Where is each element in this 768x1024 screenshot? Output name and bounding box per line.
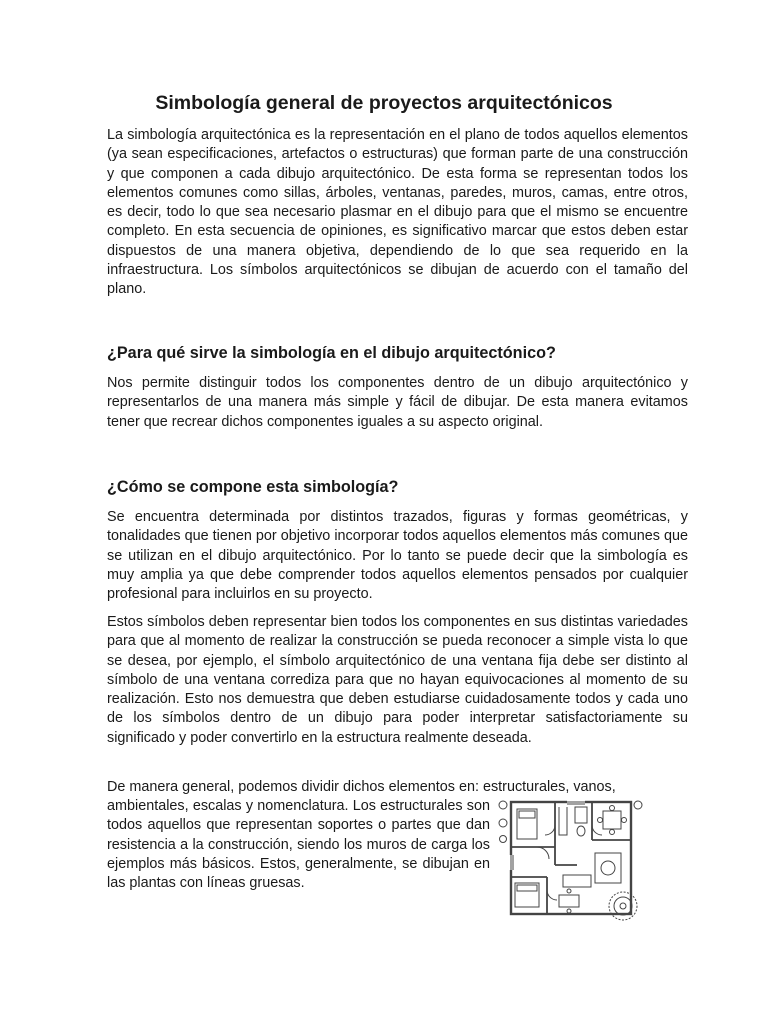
section-purpose-paragraph: Nos permite distinguir todos los componentes dentro de un dibujo arquitectónico y representarlos de una manera más simple y fácil de dibujar. De esta manera evitamos tener que recrear dichos componentes iguales a su aspecto original. [107, 375, 688, 430]
composition-paragraph-3-lead: De manera general, podemos dividir dichos elementos en: estructurales, vanos, [107, 779, 616, 795]
composition-paragraph-1: Se encuentra determinada por distintos trazados, figuras y formas geométricas, y tonalidades que tienen por objetivo incorporar todos aquellos elementos más comunes que se utilizan en el dibujo arquitectónico. Por lo tanto se puede decir que la simbología es muy amplia ya que debe comprender todos aquellos elementos pensados por cualquier profesional para incluirlos en su proyecto. [107, 509, 688, 603]
floor-plan-illustration [497, 795, 647, 935]
section-heading-composition: ¿Cómo se compone esta simbología? [107, 478, 399, 496]
composition-paragraph-2: Estos símbolos deben representar bien todos los componentes en sus distintas variedades para que al momento de realizar la construcción se pueda reconocer a simple vista lo que se desea, por ejemplo, el símbolo arquitectónico de una ventana fija debe ser distinto al símbolo de una ventana corrediza para que no hayan equivocaciones al momento de su realización. Esto nos demuestra que deben estudiarse cuidadosamente todos y cada uno de los símbolos dentro de un dibujo para poder interpretar satisfactoriamente su significado y poder convertirlo en la estructura realmente deseada. [107, 614, 688, 746]
section-heading-purpose: ¿Para qué sirve la simbología en el dibujo arquitectónico? [107, 344, 556, 362]
composition-paragraph-3-rest: ambientales, escalas y nomenclatura. Los estructurales son todos aquellos que representan soportes o partes que dan resistencia a la construcción, siendo los muros de carga los ejemplos más básicos. Estos, generalmente, se dibujan en las plantas con líneas gruesas. [107, 798, 490, 892]
document-title: Simbología general de proyectos arquitectónicos [155, 92, 613, 114]
intro-paragraph: La simbología arquitectónica es la representación en el plano de todos aquellos elementos (ya sean especificaciones, artefactos o estructuras) que forman parte de una construcción y que componen a cada dibujo arquitectónico. De esta forma se representan todos los elementos comunes como sillas, árboles, ventanas, paredes, muros, camas, entre otros, es decir, todo lo que sea necesario plasmar en el dibujo para que el mismo se encuentre completo. En esta secuencia de opiniones, es significativo marcar que estos deben estar dispuestos de una manera objetiva, dependiendo de lo que sea requerido en la infraestructura. Los símbolos arquitectónicos se dibujan de acuerdo con el tamaño del plano. [107, 127, 688, 298]
